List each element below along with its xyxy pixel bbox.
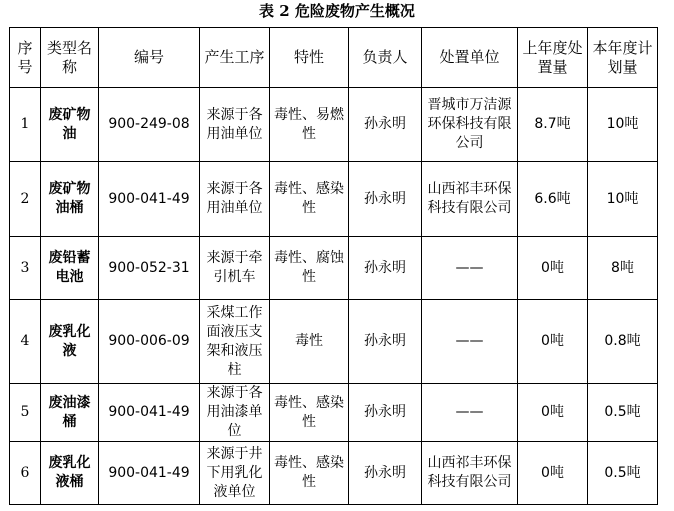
cell-unit: 晋城市万洁源环保科技有限公司 xyxy=(422,88,518,162)
table-row xyxy=(10,88,658,162)
cell-last-year: 0吨 xyxy=(518,237,588,300)
header-process: 产生工序 xyxy=(200,28,270,88)
table-row xyxy=(10,384,658,442)
cell-seq: 4 xyxy=(10,300,41,384)
cell-unit: —— xyxy=(422,237,518,300)
cell-property: 毒性、感染性 xyxy=(270,442,349,505)
header-property: 特性 xyxy=(270,28,349,88)
cell-unit: 山西祁丰环保科技有限公司 xyxy=(422,442,518,505)
header-owner: 负责人 xyxy=(349,28,422,88)
cell-unit: 山西祁丰环保科技有限公司 xyxy=(422,162,518,237)
table-row xyxy=(10,162,658,237)
hazardous-waste-table xyxy=(9,27,658,505)
cell-seq: 1 xyxy=(10,88,41,162)
cell-owner: 孙永明 xyxy=(349,237,422,300)
cell-last-year: 0吨 xyxy=(518,384,588,442)
header-row xyxy=(10,28,658,88)
header-this-year: 本年度计划量 xyxy=(588,28,658,88)
cell-owner: 孙永明 xyxy=(349,442,422,505)
cell-last-year: 0吨 xyxy=(518,300,588,384)
cell-name: 废矿物油桶 xyxy=(41,162,99,237)
cell-process: 来源于牵引机车 xyxy=(200,237,270,300)
cell-property: 毒性、易燃性 xyxy=(270,88,349,162)
table-row xyxy=(10,237,658,300)
cell-property: 毒性、感染性 xyxy=(270,162,349,237)
cell-name: 废乳化液桶 xyxy=(41,442,99,505)
cell-seq: 6 xyxy=(10,442,41,505)
header-last-year: 上年度处置量 xyxy=(518,28,588,88)
cell-seq: 5 xyxy=(10,384,41,442)
cell-owner: 孙永明 xyxy=(349,384,422,442)
cell-this-year: 10吨 xyxy=(588,162,658,237)
cell-code: 900-006-09 xyxy=(99,300,200,384)
cell-this-year: 10吨 xyxy=(588,88,658,162)
cell-seq: 2 xyxy=(10,162,41,237)
cell-last-year: 0吨 xyxy=(518,442,588,505)
cell-owner: 孙永明 xyxy=(349,88,422,162)
cell-this-year: 0.5吨 xyxy=(588,442,658,505)
cell-code: 900-041-49 xyxy=(99,162,200,237)
cell-last-year: 8.7吨 xyxy=(518,88,588,162)
cell-unit: —— xyxy=(422,384,518,442)
cell-unit: —— xyxy=(422,300,518,384)
cell-seq: 3 xyxy=(10,237,41,300)
cell-this-year: 8吨 xyxy=(588,237,658,300)
cell-code: 900-052-31 xyxy=(99,237,200,300)
cell-property: 毒性、感染性 xyxy=(270,384,349,442)
header-disposal-unit: 处置单位 xyxy=(422,28,518,88)
cell-this-year: 0.8吨 xyxy=(588,300,658,384)
cell-owner: 孙永明 xyxy=(349,300,422,384)
cell-code: 900-041-49 xyxy=(99,442,200,505)
cell-code: 900-249-08 xyxy=(99,88,200,162)
cell-last-year: 6.6吨 xyxy=(518,162,588,237)
cell-process: 来源于各用油漆单位 xyxy=(200,384,270,442)
table-row xyxy=(10,442,658,505)
cell-process: 来源于各用油单位 xyxy=(200,88,270,162)
cell-process: 采煤工作面液压支架和液压柱 xyxy=(200,300,270,384)
cell-process: 来源于各用油单位 xyxy=(200,162,270,237)
cell-this-year: 0.5吨 xyxy=(588,384,658,442)
cell-property: 毒性 xyxy=(270,300,349,384)
table-row xyxy=(10,300,658,384)
cell-name: 废铅蓄电池 xyxy=(41,237,99,300)
header-seq: 序号 xyxy=(10,28,41,88)
cell-name: 废矿物油 xyxy=(41,88,99,162)
cell-owner: 孙永明 xyxy=(349,162,422,237)
cell-property: 毒性、腐蚀性 xyxy=(270,237,349,300)
cell-name: 废油漆桶 xyxy=(41,384,99,442)
cell-code: 900-041-49 xyxy=(99,384,200,442)
header-code: 编号 xyxy=(99,28,200,88)
cell-process: 来源于井下用乳化液单位 xyxy=(200,442,270,505)
table-caption: 表 2 危险废物产生概况 xyxy=(259,2,415,20)
header-type: 类型名称 xyxy=(41,28,99,88)
cell-name: 废乳化液 xyxy=(41,300,99,384)
